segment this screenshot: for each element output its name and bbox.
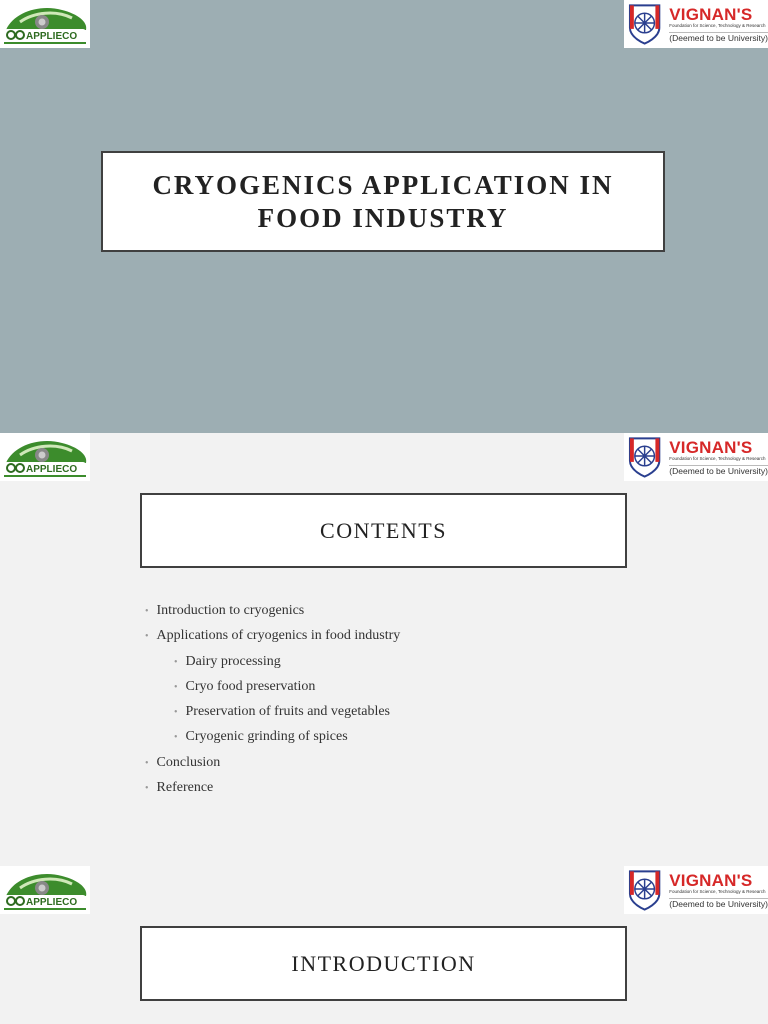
contents-item (145, 778, 400, 803)
vignans-logo (624, 866, 768, 914)
contents-item (145, 652, 400, 677)
introduction-heading: INTRODUCTION (291, 950, 476, 976)
appliecco-logo (0, 866, 90, 914)
introduction-heading-box (140, 926, 627, 1001)
bullet-icon: • (145, 757, 149, 769)
contents-item (145, 702, 400, 727)
vignans-logo (624, 433, 768, 481)
contents-item (145, 601, 400, 626)
appliecco-logo-icon (0, 0, 90, 48)
contents-item-text: Cryo food preservation (185, 678, 316, 694)
appliecco-logo-icon (0, 866, 90, 914)
contents-item-text: Dairy processing (185, 653, 281, 669)
vignans-crest-icon (627, 2, 662, 46)
bullet-icon: • (145, 631, 149, 643)
title-box (101, 151, 665, 252)
appliecco-logo-icon (0, 433, 90, 481)
appliecco-logo (0, 0, 90, 48)
contents-heading: CONTENTS (320, 517, 447, 543)
contents-item (145, 727, 400, 752)
bullet-icon: • (174, 707, 178, 719)
vignans-crest-icon (627, 868, 662, 912)
contents-heading-box (140, 493, 627, 568)
bullet-icon: • (145, 783, 149, 795)
bullet-icon: • (174, 656, 178, 668)
contents-item-text: Conclusion (156, 754, 221, 770)
vignans-name: VIGNAN'S (669, 438, 753, 457)
contents-list (145, 601, 400, 803)
vignans-name: VIGNAN'S (669, 871, 753, 890)
vignans-subtitle: Foundation for Science, Technology & Research (669, 456, 766, 461)
title-slide (0, 0, 768, 433)
contents-item-text: Cryogenic grinding of spices (185, 729, 348, 745)
contents-item-text: Introduction to cryogenics (156, 603, 305, 618)
appliecco-logo (0, 433, 90, 481)
contents-item-text: Applications of cryogenics in food industry (156, 628, 401, 644)
introduction-slide (0, 866, 768, 1024)
bullet-icon: • (174, 681, 178, 693)
vignans-deemed: (Deemed to be University) (669, 465, 768, 476)
vignans-subtitle: Foundation for Science, Technology & Research (669, 23, 766, 28)
presentation-title: CRYOGENICS APPLICATION IN FOOD INDUSTRY (152, 169, 614, 233)
svg-text:APPLIECO: APPLIECO (26, 31, 78, 42)
vignans-subtitle: Foundation for Science, Technology & Research (669, 889, 766, 894)
contents-slide (0, 433, 768, 866)
bullet-icon: • (174, 732, 178, 744)
svg-text:APPLIECO: APPLIECO (26, 464, 78, 475)
bullet-icon: • (145, 606, 149, 617)
vignans-deemed: (Deemed to be University) (669, 898, 768, 909)
svg-text:APPLIECO: APPLIECO (26, 897, 78, 908)
vignans-crest-icon (627, 435, 662, 479)
contents-item (145, 626, 400, 651)
contents-item (145, 677, 400, 702)
vignans-name: VIGNAN'S (669, 5, 753, 24)
contents-item-text: Preservation of fruits and vegetables (185, 704, 391, 720)
contents-item (145, 753, 400, 778)
contents-item-text: Reference (156, 780, 214, 796)
vignans-deemed: (Deemed to be University) (669, 32, 768, 43)
vignans-logo (624, 0, 768, 48)
